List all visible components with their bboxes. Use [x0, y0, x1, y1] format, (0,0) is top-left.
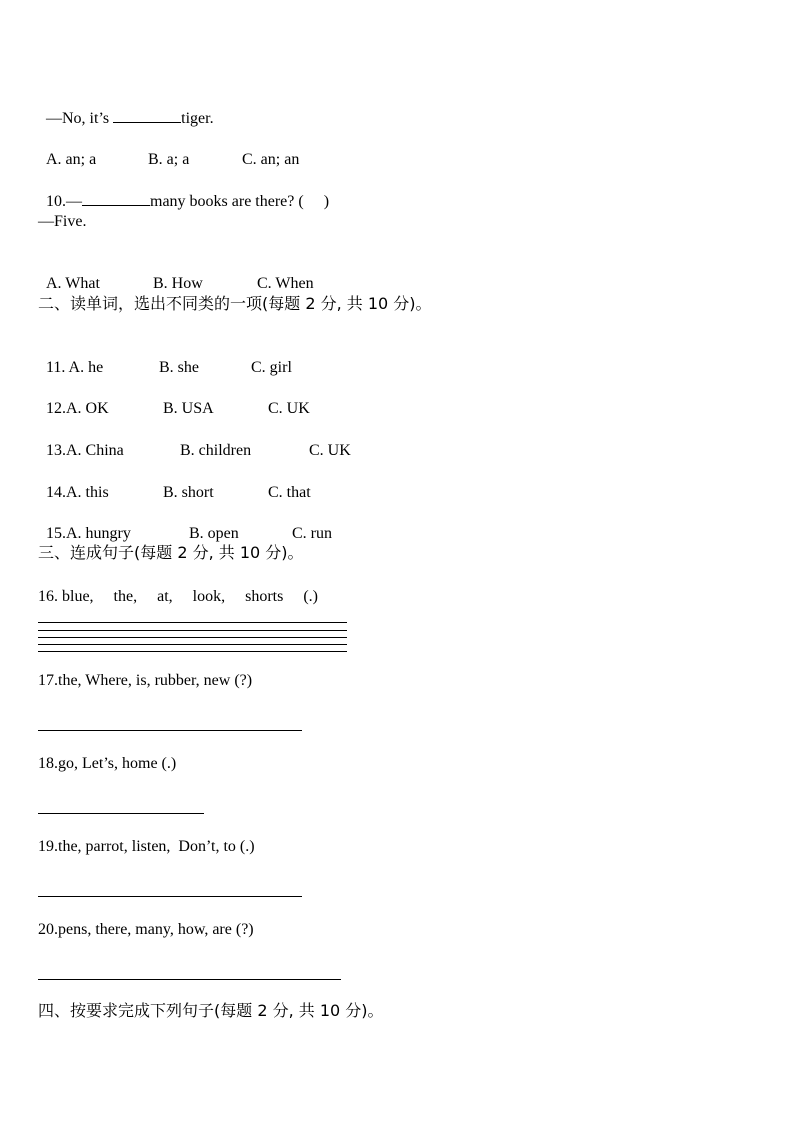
option-b[interactable]: B. How: [153, 275, 203, 292]
option-a[interactable]: 12.A. OK: [46, 400, 109, 417]
question-number: 10.—: [46, 193, 82, 210]
option-c[interactable]: C. run: [292, 525, 332, 542]
option-a[interactable]: A. an; a: [46, 151, 97, 168]
answer-blank[interactable]: [113, 108, 181, 123]
question-9-options: [38, 130, 299, 170]
question-19: 19.the, parrot, listen, Don’t, to (.): [38, 838, 255, 855]
question-18: 18.go, Let’s, home (.): [38, 755, 177, 772]
question-11: [38, 338, 292, 378]
option-c[interactable]: C. UK: [309, 442, 351, 459]
question-20: 20.pens, there, many, how, are (?): [38, 921, 254, 938]
question-10-answer: —Five.: [38, 213, 87, 230]
option-c[interactable]: C. When: [257, 275, 314, 292]
answer-prefix: —No, it’s: [46, 110, 114, 127]
answer-line[interactable]: [38, 622, 347, 623]
option-a[interactable]: 11. A. he: [46, 359, 104, 376]
answer-line[interactable]: [38, 979, 341, 980]
section-2-heading: 二、读单词，选出不同类的一项(每题 2 分, 共 10 分)。: [38, 294, 432, 313]
answer-line[interactable]: [38, 644, 347, 645]
option-b[interactable]: B. a; a: [148, 151, 190, 168]
option-a[interactable]: 14.A. this: [46, 484, 109, 501]
answer-suffix: tiger.: [181, 110, 214, 127]
option-b[interactable]: B. USA: [163, 400, 214, 417]
section-4-heading: 四、按要求完成下列句子(每题 2 分, 共 10 分)。: [38, 1001, 384, 1020]
option-c[interactable]: C. an; an: [242, 151, 300, 168]
option-b[interactable]: B. she: [159, 359, 199, 376]
answer-line[interactable]: [38, 813, 204, 814]
question-13: [38, 421, 351, 461]
option-a[interactable]: 13.A. China: [46, 442, 124, 459]
option-a[interactable]: 15.A. hungry: [46, 525, 131, 542]
answer-line[interactable]: [38, 637, 347, 638]
question-17: 17.the, Where, is, rubber, new (?): [38, 672, 253, 689]
option-c[interactable]: C. girl: [251, 359, 292, 376]
option-b[interactable]: B. children: [180, 442, 252, 459]
question-10-options: [38, 254, 314, 294]
question-16: 16. blue, the, at, look, shorts (.): [38, 588, 318, 605]
question-9-answer-line: [38, 88, 214, 129]
question-14: [38, 463, 311, 503]
option-c[interactable]: C. UK: [268, 400, 310, 417]
section-3-heading: 三、连成句子(每题 2 分, 共 10 分)。: [38, 543, 304, 562]
question-15: [38, 504, 332, 544]
question-text: many books are there? ( ): [150, 193, 330, 210]
answer-line[interactable]: [38, 630, 347, 631]
answer-line[interactable]: [38, 651, 347, 652]
answer-blank[interactable]: [82, 191, 150, 206]
question-12: [38, 379, 310, 419]
answer-line[interactable]: [38, 730, 302, 731]
option-c[interactable]: C. that: [268, 484, 311, 501]
answer-line[interactable]: [38, 896, 302, 897]
option-b[interactable]: B. open: [189, 525, 239, 542]
option-a[interactable]: A. What: [46, 275, 100, 292]
question-10: [38, 171, 329, 212]
option-b[interactable]: B. short: [163, 484, 214, 501]
